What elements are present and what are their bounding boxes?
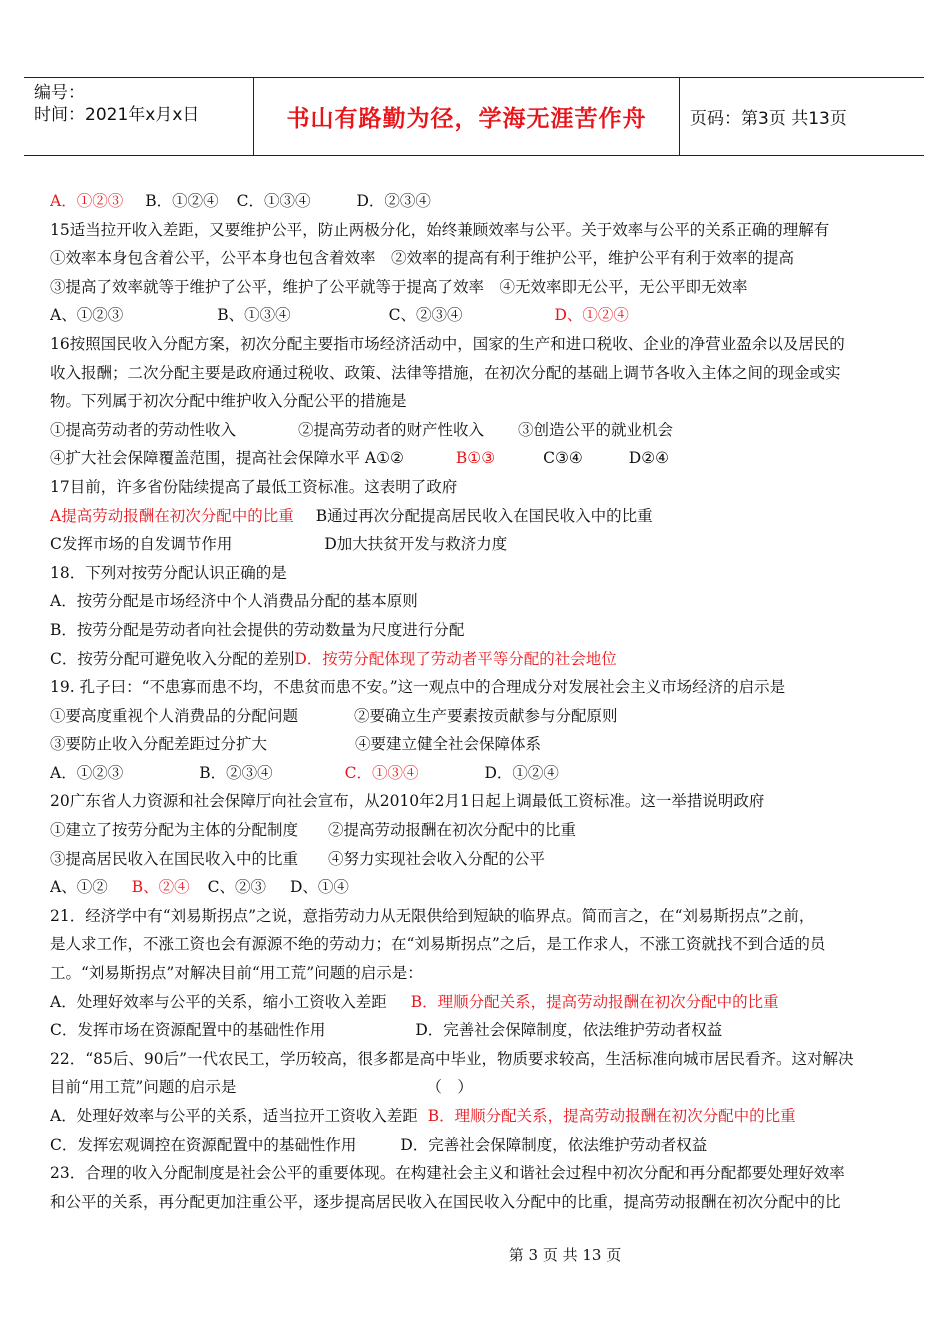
answer-option: D、①②④ — [554, 306, 629, 325]
text-line: 19. 孔子曰：“不患寡而患不均，不患贫而患不安。”这一观点中的合理成分对发展社会主义市场经济的启示是 — [50, 678, 786, 697]
option: ④扩大社会保障覆盖范围，提高社会保障水平 A①② — [50, 449, 404, 468]
header-motto: 书山有路勤为径，学海无涯苦作舟 — [286, 105, 647, 132]
time-label: 时间：2021年x月x日 — [34, 105, 200, 125]
text-line: 和公平的关系，再分配更加注重公平，逐步提高居民收入在国民收入分配中的比重，提高劳动报酬在初次分配中的比 — [50, 1192, 841, 1211]
text-line: 21．经济学中有“刘易斯拐点”之说，意指劳动力从无限供给到短缺的临界点。简而言之，在“刘易斯拐点”之前， — [50, 906, 815, 925]
option: A．①②③ — [50, 763, 124, 782]
text-line — [50, 702, 910, 731]
answer-option: B．理顺分配关系，提高劳动报酬在初次分配中的比重 — [410, 992, 779, 1011]
option: A、①② — [50, 878, 108, 897]
option: ③要防止收入分配差距过分扩大 — [50, 735, 268, 754]
text-line — [50, 1102, 910, 1131]
option: ②要确立生产要素按贡献参与分配原则 — [354, 706, 618, 725]
text-line: 16按照国民收入分配方案，初次分配主要指市场经济活动中，国家的生产和进口税收、企业的净营业盈余以及居民的 — [50, 334, 845, 353]
text-line — [50, 816, 910, 845]
text-line: 17目前，许多省份陆续提高了最低工资标准。这表明了政府 — [50, 477, 458, 496]
text-line — [50, 416, 910, 445]
text-line — [50, 845, 910, 874]
option: C③④ — [543, 449, 583, 468]
option: D．①②④ — [484, 763, 559, 782]
text-line: 20广东省人力资源和社会保障厅向社会宣布，从2010年2月1日起上调最低工资标准。这一举措说明政府 — [50, 792, 765, 811]
text-line: A．按劳分配是市场经济中个人消费品分配的基本原则 — [50, 592, 418, 611]
option: ①提高劳动者的劳动性收入 — [50, 420, 237, 439]
answer-option: A．①②③ — [50, 192, 124, 210]
option: B．①②④ — [145, 192, 219, 210]
option: C．①③④ — [236, 192, 311, 210]
text-line: B．按劳分配是劳动者向社会提供的劳动数量为尺度进行分配 — [50, 620, 465, 639]
text-line — [50, 1016, 910, 1045]
text-line — [50, 187, 910, 216]
option: D、①④ — [289, 878, 349, 897]
text-line: 15适当拉开收入差距，又要维护公平，防止两极分化，始终兼顾效率与公平。关于效率与公平的关系正确的理解有 — [50, 220, 830, 239]
option: ①要高度重视个人消费品的分配问题 — [50, 706, 299, 725]
text-line: 22．“85后、90后”一代农民工，学历较高，很多都是高中毕业，物质要求较高，生活标准向城市居民看齐。这对解决 — [50, 1049, 854, 1068]
answer-option: D．按劳分配体现了劳动者平等分配的社会地位 — [294, 649, 617, 668]
option: D．完善社会保障制度，依法维护劳动者权益 — [415, 1021, 723, 1040]
option: C、②③④ — [388, 306, 463, 325]
text-line: 工。“刘易斯拐点”对解决目前“用工荒”问题的启示是： — [50, 964, 423, 983]
text-line: 物。下列属于初次分配中维护收入分配公平的措施是 — [50, 392, 407, 411]
option: A．处理好效率与公平的关系，缩小工资收入差距 — [50, 992, 387, 1011]
text-line — [50, 1073, 910, 1102]
option: B通过再次分配提高居民收入在国民收入中的比重 — [315, 506, 653, 525]
option: C发挥市场的自发调节作用 — [50, 535, 233, 554]
header-left — [24, 78, 254, 155]
text-line: 23．合理的收入分配制度是社会公平的重要体现。在构建社会主义和谐社会过程中初次分配和再分配都要处理好效率 — [50, 1164, 845, 1183]
text-line: 18．下列对按劳分配认识正确的是 — [50, 563, 287, 582]
option: C．发挥市场在资源配置中的基础性作用 — [50, 1021, 326, 1040]
option: ③提高居民收入在国民收入中的比重 — [50, 849, 299, 868]
option: C、②③ — [207, 878, 266, 897]
number-label: 编号： — [34, 83, 85, 103]
text-line — [50, 530, 910, 559]
option: C．按劳分配可避免收入分配的差别 — [50, 649, 295, 668]
header-right — [680, 78, 924, 155]
text-line: 收入报酬；二次分配主要是政府通过税收、政策、法律等措施，在初次分配的基础上调节各收入主体之间的现金或实 — [50, 363, 841, 382]
text-line: ③提高了效率就等于维护了公平，维护了公平就等于提高了效率 ④无效率即无公平，无公平即无效率 — [50, 277, 748, 296]
text-line: 是人求工作，不涨工资也会有源源不绝的劳动力；在“刘易斯拐点”之后，是工作求人，不涨工资就找不到合适的员 — [50, 935, 826, 954]
option: ②提高劳动者的财产性收入 — [298, 420, 485, 439]
option: ②提高劳动报酬在初次分配中的比重 — [328, 821, 577, 840]
answer-blank: （ ） — [426, 1078, 473, 1097]
text-line — [50, 759, 910, 788]
text-line — [50, 873, 910, 902]
text-line — [50, 730, 910, 759]
answer-option: A提高劳动报酬在初次分配中的比重 — [50, 506, 294, 525]
question-stem: 目前“用工荒”问题的启示是 — [50, 1078, 237, 1097]
text-line — [50, 1131, 910, 1160]
option: ①建立了按劳分配为主体的分配制度 — [50, 821, 299, 840]
page-footer: 第 3 页 共 13 页 — [508, 1246, 622, 1264]
option: C．发挥宏观调控在资源配置中的基础性作用 — [50, 1135, 357, 1154]
option: ④努力实现社会收入分配的公平 — [328, 849, 546, 868]
option: A、①②③ — [50, 306, 124, 325]
option: D②④ — [628, 449, 669, 468]
answer-option: B①③ — [455, 449, 496, 468]
option: D．②③④ — [356, 192, 431, 210]
option: D．完善社会保障制度，依法维护劳动者权益 — [400, 1135, 708, 1154]
text-line — [50, 444, 910, 473]
text-line — [50, 645, 910, 674]
option: A．处理好效率与公平的关系，适当拉开工资收入差距 — [50, 1107, 418, 1125]
header-motto-cell — [254, 78, 680, 155]
text-line — [50, 502, 910, 531]
option: ③创造公平的就业机会 — [518, 420, 674, 439]
question-content — [50, 187, 910, 1216]
answer-option: C．①③④ — [344, 763, 419, 782]
answer-option: B、②④ — [131, 878, 190, 897]
answer-option: B．理顺分配关系，提高劳动报酬在初次分配中的比重 — [427, 1107, 796, 1125]
option: D加大扶贫开发与救济力度 — [324, 535, 508, 554]
option: B、①③④ — [217, 306, 291, 325]
option: ④要建立健全社会保障体系 — [355, 735, 542, 754]
page-number-label: 页码：第3页 共13页 — [690, 109, 847, 129]
text-line: ①效率本身包含着公平，公平本身也包含着效率 ②效率的提高有利于维护公平，维护公平有利于效率的提高 — [50, 249, 795, 268]
option: B．②③④ — [199, 763, 273, 782]
text-line — [50, 988, 910, 1017]
text-line — [50, 301, 910, 330]
page-header — [24, 77, 924, 156]
